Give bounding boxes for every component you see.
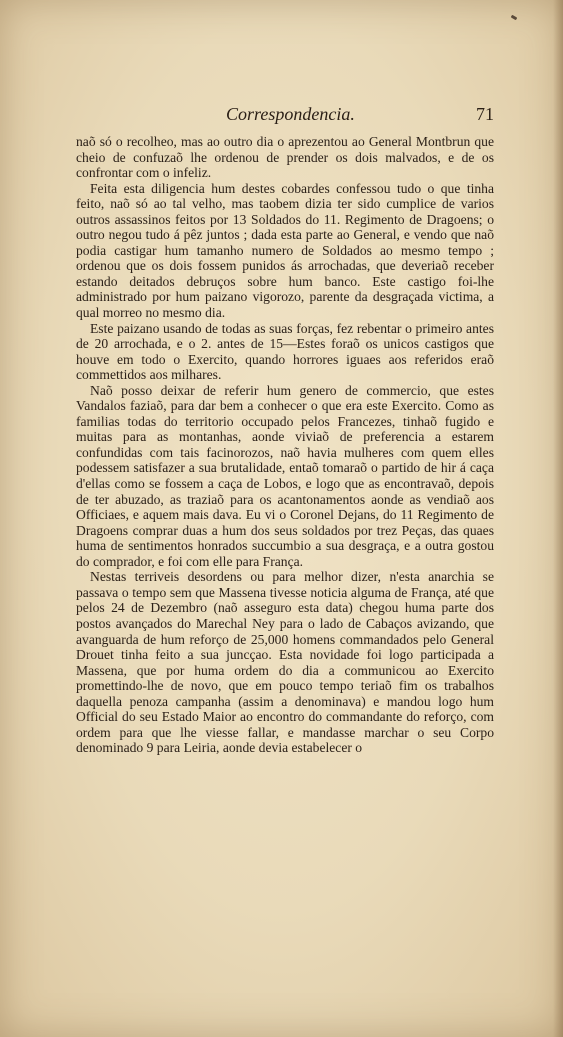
- paragraph-continued: naõ só o recolheo, mas ao outro dia o aprezentou ao General Montbrun que cheio de confuzaõ lhe ordenou de prender os dois malvados, e de os confrontar com o infeliz.: [76, 134, 494, 181]
- body-text: [76, 134, 494, 756]
- paragraph: Nestas terriveis desordens ou para melhor dizer, n'esta anarchia se passava o tempo sem que Massena tivesse noticia alguma de França, até que pelos 24 de Dezembro (naõ asseguro esta data) chegou huma parte dos postos avançados do Marechal Ney para o lado de Cabaços avizando, que avanguarda de hum reforço de 25,000 homens commandados pelo General Drouet tinha feito a sua juncçao. Esta novidade foi logo participada a Massena, que por huma ordem do dia a communicou ao Exercito promettindo-lhe de novo, que em pouco tempo teriaõ fim os trabalhos daquella penoza campanha (assim a denominava) e mandou logo hum Official do seu Estado Maior ao encontro do commandante do reforço, com ordem para que lhe viesse fallar, e mandasse marchar o seu Corpo denominado 9 para Leiria, aonde devia estabelecer o: [76, 569, 494, 756]
- page-number: 71: [476, 104, 494, 124]
- paragraph: Feita esta diligencia hum destes cobardes confessou tudo o que tinha feito, naõ só ao tal velho, mas taobem dizia ter sido cumplice de varios outros assassinos feitos por 13 Soldados do 11. Regimento de Dragoens; o outro negou tudo á pêz juntos ; dada esta parte ao General, e vendo que naõ podia castigar hum tamanho numero de Soldados ao mesmo tempo ; ordenou que os dois fossem punidos ás arrochadas, que deveriaõ receber estando deitados debruços sobre hum banco. Este castigo foi-lhe administrado por hum paizano vigorozo, parente da desgraçada victima, a qual morreo no mesmo dia.: [76, 180, 494, 321]
- paragraph: Este paizano usando de todas as suas forças, fez rebentar o primeiro antes de 20 arrochada, e o 2. antes de 15—Estes foraõ os unicos castigos que houve em todo o Exercito, quando horrores iguaes aos referidos eraõ commettidos aos milhares.: [76, 320, 494, 383]
- running-head: [76, 104, 494, 128]
- ink-speck: [511, 15, 518, 21]
- paragraph: Naõ posso deixar de referir hum genero de commercio, que estes Vandalos faziaõ, para dar bem a conhecer o que era este Exercito. Como as familias todas do territorio occupado pelos Francezes, tinhaõ fugido e muitas para as montanhas, aonde viviaõ de preferencia a estarem confundidas com tais facinorozos, naõ havia mulheres com quem elles podessem satisfazer a sua brutalidade, entaõ tomaraõ o partido de hir á caça d'ellas como se fossem a caça de Lobos, e logo que as encontravaõ, depois de ter abuzado, as traziaõ para os acantonamentos aonde as vendiaõ aos Officiaes, e aquem mais dava. Eu vi o Coronel Dejans, do 11 Regimento de Dragoens comprar duas a hum dos seus soldados por trez Peças, das quaes huma de sentimentos honrados succumbio a sua desgraça, e a outra gostou do comprador, e foi com elle para França.: [76, 382, 494, 569]
- page-edge-shadow: [553, 0, 563, 1037]
- running-head-title: Correspondencia.: [226, 104, 355, 124]
